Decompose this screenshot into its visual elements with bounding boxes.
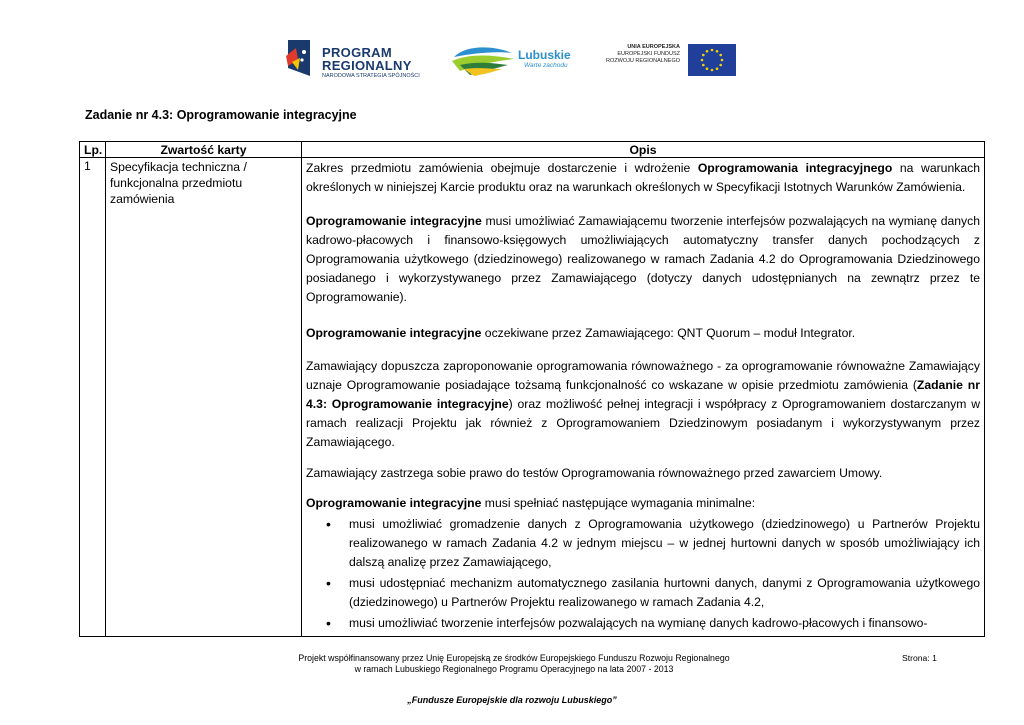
header-card: Zwartość karty [106, 142, 302, 158]
table-header-row [80, 142, 985, 158]
eu-logo [600, 36, 738, 82]
footer-slogan: „Fundusze Europejskie dla rozwoju Lubuskiego” [407, 695, 617, 705]
desc-paragraph-6: Oprogramowanie integracyjne musi spełniać następujące wymagania minimalne: [306, 496, 756, 510]
spec-table [79, 141, 985, 637]
lubuskie-name: Lubuskie [518, 48, 571, 62]
list-item: • musi umożliwiać gromadzenie danych z Oprogramowania użytkowego (dziedzinowego) u Partnerów Projektu realizowanego w ramach Zadania 4.2 w jednym miejscu – w jednej hurtowni danych w sposób umożliwiający ich dalszą analizę przez Zamawiającego, [306, 515, 980, 572]
program-subtitle: NARODOWA STRATEGIA SPÓJNOŚCI [322, 73, 420, 79]
lubuskie-emblem-icon [452, 43, 514, 77]
footer-text [264, 653, 764, 674]
eu-text [600, 44, 680, 66]
desc-paragraph-3: Oprogramowanie integracyjne oczekiwane przez Zamawiającego: QNT Quorum – moduł Integrator. [306, 326, 856, 340]
list-item: • musi udostępniać mechanizm automatycznego zasilania hurtowni danych, danymi z Oprogramowania użytkowego (dziedzinowego) u Partnerów Projektu realizowanego w ramach Zadania 4.2, [306, 574, 980, 612]
desc-paragraph-2: Oprogramowanie integracyjne musi umożliwiać Zamawiającemu tworzenie interfejsów pozwalających na wymianę danych kadrowo-płacowych i finansowo-księgowych umożliwiających automatyczny transfer danych pochodzących z Oprogramowania użytkowego (dziedzinowego) realizowanego w ramach Zadania 4.2 do Oprogramowania Dziedzinowego posiadanego i wykorzystywanego przez Zamawiającego (dotyczy danych udostępnianych na zewnątrz przez te Oprogramowanie). [306, 214, 980, 304]
cell-lp: 1 [80, 158, 106, 637]
program-regionalny-logo [282, 36, 442, 82]
program-line1: PROGRAM [322, 45, 392, 60]
program-line2: REGIONALNY [322, 58, 412, 73]
eu-line2: EUROPEJSKI FUNDUSZ [617, 51, 680, 58]
desc-paragraph-1: Zakres przedmiotu zamówienia obejmuje dostarczenie i wdrożenie Oprogramowania integracyjnego na warunkach określonych w niniejszej Karcie produktu oraz na warunkach określonych w Specyfikacji Istotnych Warunków Zamówienia. [306, 161, 980, 194]
spec-table-wrapper [79, 141, 989, 637]
footer-line1: Projekt współfinansowany przez Unię Europejską ze środków Europejskiego Funduszu Rozwoju Regionalnego [298, 653, 730, 663]
desc-paragraph-5: Zamawiający zastrzega sobie prawo do testów Oprogramowania równoważnego przed zawarciem Umowy. [306, 466, 883, 480]
eu-line1: UNIA EUROPEJSKA [627, 44, 680, 50]
lubuskie-logo [452, 36, 572, 82]
cell-card: Specyfikacja techniczna / funkcjonalna przedmiotu zamówienia [106, 158, 302, 637]
header-logos [282, 36, 738, 82]
header-lp: Lp. [80, 142, 106, 158]
table-row [80, 158, 985, 637]
header-desc: Opis [302, 142, 985, 158]
eu-line3: ROZWOJU REGIONALNEGO [606, 58, 680, 65]
cell-desc [302, 158, 985, 637]
desc-paragraph-4: Zamawiający dopuszcza zaproponowanie oprogramowania równoważnego - za oprogramowanie równoważne Zamawiający uznaje Oprogramowanie posiadające tożsamą funkcjonalność co wskazane w opisie przedmiotu zamówienia (Zadanie nr 4.3: Oprogramowanie integracyjne) oraz możliwość pełnej integracji i współpracy z Oprogramowaniem dostarczanym w ramach realizacji Projektu jak również z Oprogramowaniem Dziedzinowym posiadanym i wykorzystywanym przez Zamawiającego. [306, 359, 981, 449]
eu-flag-icon [688, 44, 736, 76]
document-title: Zadanie nr 4.3: Oprogramowanie integracyjne [85, 108, 357, 122]
lubuskie-tagline: Warte zachodu [524, 62, 568, 69]
page-number: Strona: 1 [902, 653, 937, 663]
list-item: • musi umożliwiać tworzenie interfejsów pozwalających na wymianę danych kadrowo-płacowych i finansowo- [306, 614, 980, 633]
requirements-list [306, 515, 980, 633]
program-regionalny-emblem-icon [284, 38, 312, 78]
footer-line2: w ramach Lubuskiego Regionalnego Programu Operacyjnego na lata 2007 - 2013 [354, 663, 674, 674]
